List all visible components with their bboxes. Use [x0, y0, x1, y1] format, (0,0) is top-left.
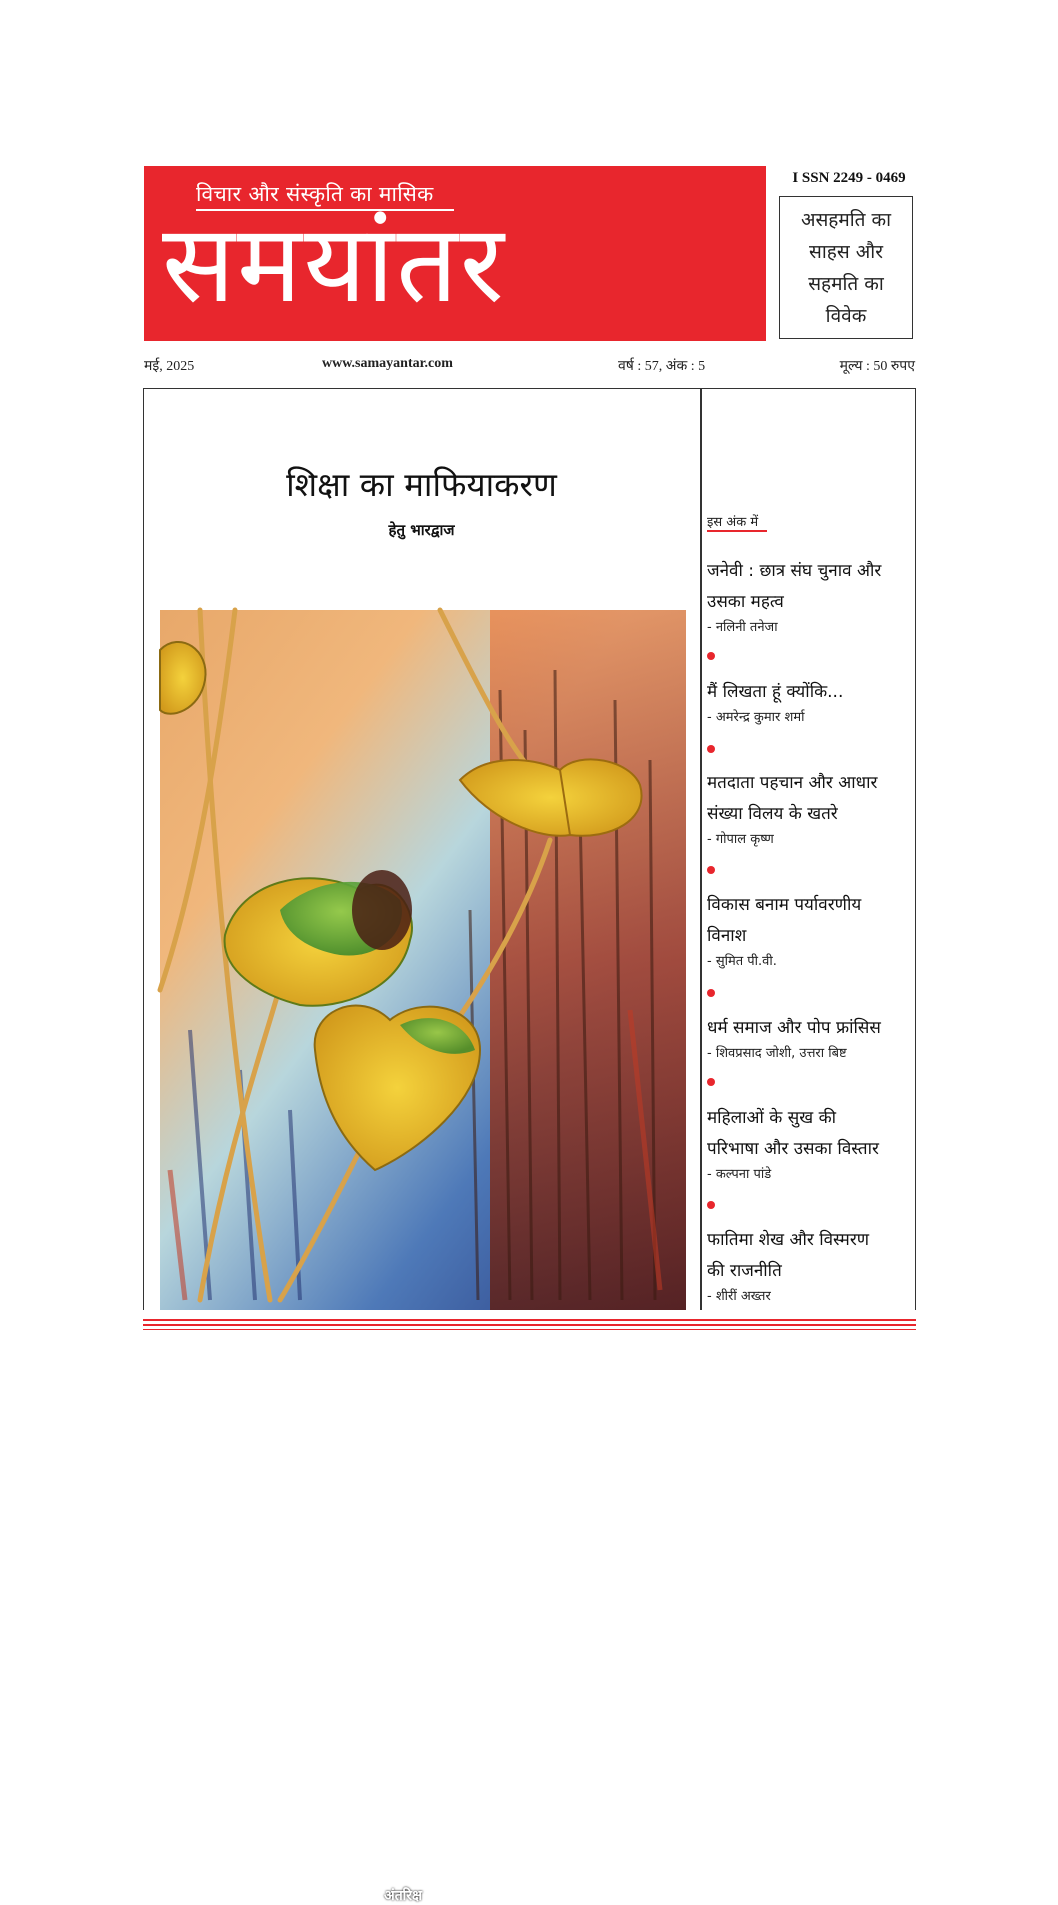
- toc-item-author: - नलिनी तनेजा: [707, 620, 778, 635]
- toc-item-title: मतदाता पहचान और आधार: [707, 773, 878, 793]
- volume-issue: वर्ष : 57, अंक : 5: [618, 359, 706, 374]
- toc-item-author: - शीरीं अख्तर: [707, 1289, 771, 1304]
- toc-item[interactable]: [707, 1013, 912, 1064]
- bottom-rule: [143, 1324, 916, 1326]
- toc-bullet: [707, 652, 715, 660]
- toc-item-title: की राजनीति: [707, 1261, 782, 1281]
- bottom-rule: [143, 1329, 916, 1330]
- toc-item-author: - गोपाल कृष्ण: [707, 832, 774, 847]
- motto-line: सहमति का: [808, 272, 884, 295]
- motto-line: असहमति का: [800, 208, 892, 231]
- toc-item[interactable]: [707, 556, 912, 638]
- toc-heading-underline: [707, 530, 767, 532]
- toc-item[interactable]: [707, 677, 912, 728]
- toc-item-title: विकास बनाम पर्यावरणीय: [707, 895, 862, 915]
- toc-bullet: [707, 745, 715, 753]
- toc-item-author: - अमरेन्द्र कुमार शर्मा: [707, 710, 805, 725]
- toc-item-title: परिभाषा और उसका विस्तार: [707, 1139, 879, 1159]
- art-credit: अंतरिक्ष: [384, 1888, 423, 1904]
- toc-bullet: [707, 866, 715, 874]
- issn-number: I SSN 2249 - 0469: [792, 170, 906, 186]
- column-divider: [700, 388, 702, 1310]
- issue-info-bar: [144, 356, 915, 376]
- toc-item[interactable]: [707, 768, 912, 850]
- toc-heading: इस अंक में: [707, 515, 759, 530]
- toc-item-title: उसका महत्व: [707, 592, 784, 612]
- bottom-rule: [143, 1319, 916, 1321]
- toc-item-author: - शिवप्रसाद जोशी, उत्तरा बिष्ट: [707, 1046, 847, 1061]
- toc-bullet: [707, 1078, 715, 1086]
- toc-item-title: विनाश: [707, 926, 747, 946]
- toc-bullet: [707, 1201, 715, 1209]
- website-link[interactable]: www.samayantar.com: [322, 356, 453, 371]
- issue-date: मई, 2025: [144, 359, 195, 374]
- magazine-logo: समयांतर: [162, 202, 506, 327]
- toc-item[interactable]: [707, 1225, 912, 1307]
- lead-article-author: हेतु भारद्वाज: [388, 521, 455, 539]
- cover-artwork: [160, 610, 686, 1904]
- toc-item-title: जनेवी : छात्र संघ चुनाव और: [707, 561, 882, 581]
- motto-box: [779, 196, 913, 339]
- masthead: [144, 166, 766, 341]
- motto-line: साहस और: [809, 240, 883, 263]
- leaves-painting: [160, 610, 686, 1310]
- price: मूल्य : 50 रुपए: [839, 359, 915, 374]
- toc-item-title: फातिमा शेख और विस्मरण: [707, 1230, 870, 1250]
- toc-bullet: [707, 989, 715, 997]
- toc-item-author: - सुमित पी.वी.: [707, 954, 777, 969]
- lead-article-title: शिक्षा का माफियाकरण: [286, 465, 557, 504]
- toc-item[interactable]: [707, 890, 912, 972]
- toc-item-title: मैं लिखता हूं क्योंकि...: [707, 682, 844, 702]
- tagline: विचार और संस्कृति का मासिक: [196, 182, 434, 206]
- toc-item-title: संख्या विलय के खतरे: [707, 804, 838, 824]
- toc-item[interactable]: [707, 1103, 912, 1185]
- toc-item-title: धर्म समाज और पोप फ्रांसिस: [707, 1018, 881, 1038]
- toc-item-author: - कल्पना पांडे: [707, 1167, 772, 1182]
- toc-item-title: महिलाओं के सुख की: [707, 1108, 837, 1128]
- motto-line: विवेक: [825, 304, 867, 327]
